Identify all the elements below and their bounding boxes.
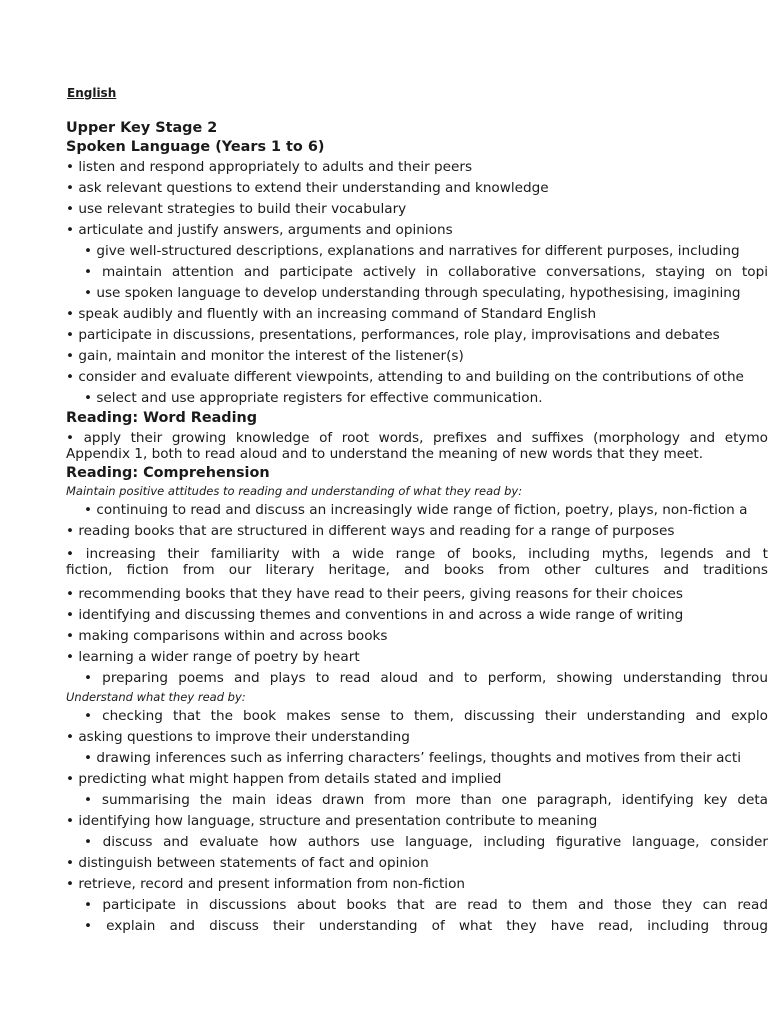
list-item: • maintain attention and participate actively in collaborative conversations, staying on topi <box>84 264 768 280</box>
list-item: • use spoken language to develop understanding through speculating, hypothesising, imagining <box>84 285 741 301</box>
paragraph-line: fiction, fiction from our literary heritage, and books from other cultures and traditions <box>66 562 768 578</box>
list-item: • identifying how language, structure and presentation contribute to meaning <box>66 813 598 829</box>
list-item: • drawing inferences such as inferring characters’ feelings, thoughts and motives from their acti <box>84 750 742 766</box>
document-content <box>66 119 768 937</box>
list-item: • retrieve, record and present information from non-fiction <box>66 876 465 892</box>
list-item: • participate in discussions, presentations, performances, role play, improvisations and debates <box>66 327 720 343</box>
list-item: • gain, maintain and monitor the interest of the listener(s) <box>66 348 464 364</box>
familiarity-paragraph <box>66 546 768 578</box>
list-item: • use relevant strategies to build their vocabulary <box>66 201 407 217</box>
section-note: Understand what they read by: <box>66 690 246 704</box>
list-item: • making comparisons within and across books <box>66 628 388 644</box>
list-item: • identifying and discussing themes and conventions in and across a wide range of writing <box>66 607 684 623</box>
list-item: • explain and discuss their understanding of what they have read, including throug <box>84 918 768 934</box>
list-item: • give well-structured descriptions, explanations and narratives for different purposes, including <box>84 243 740 259</box>
section-title-spoken-language: Spoken Language (Years 1 to 6) <box>66 139 325 155</box>
list-item: • consider and evaluate different viewpoints, attending to and building on the contributions of othe <box>66 369 744 385</box>
list-item: • participate in discussions about books that are read to them and those they can read <box>84 897 768 913</box>
list-item: • continuing to read and discuss an increasingly wide range of fiction, poetry, plays, non-fiction a <box>84 502 748 518</box>
paragraph-line: Appendix 1, both to read aloud and to understand the meaning of new words that they meet. <box>66 446 704 462</box>
list-item: • summarising the main ideas drawn from more than one paragraph, identifying key deta <box>84 792 768 808</box>
section-note: Maintain positive attitudes to reading and understanding of what they read by: <box>66 484 523 498</box>
list-item: • listen and respond appropriately to adults and their peers <box>66 159 473 175</box>
section-title-word-reading: Reading: Word Reading <box>66 410 258 426</box>
list-item: • predicting what might happen from details stated and implied <box>66 771 502 787</box>
list-item: • preparing poems and plays to read aloud and to perform, showing understanding throu <box>84 670 768 686</box>
list-item: • articulate and justify answers, arguments and opinions <box>66 222 453 238</box>
paragraph-line: • apply their growing knowledge of root words, prefixes and suffixes (morphology and etymo <box>66 430 768 446</box>
list-item: • discuss and evaluate how authors use language, including figurative language, consider <box>84 834 768 850</box>
list-item: • speak audibly and fluently with an increasing command of Standard English <box>66 306 597 322</box>
word-reading-paragraph <box>66 430 768 462</box>
list-item: • asking questions to improve their understanding <box>66 729 410 745</box>
list-item: • recommending books that they have read to their peers, giving reasons for their choices <box>66 586 683 602</box>
list-item: • ask relevant questions to extend their understanding and knowledge <box>66 180 549 196</box>
list-item: • learning a wider range of poetry by heart <box>66 649 360 665</box>
list-item: • reading books that are structured in different ways and reading for a range of purposes <box>66 523 675 539</box>
list-item: • distinguish between statements of fact and opinion <box>66 855 429 871</box>
document-subject-label: English <box>67 86 117 100</box>
stage-heading: Upper Key Stage 2 <box>66 120 218 136</box>
list-item: • select and use appropriate registers for effective communication. <box>84 390 543 406</box>
section-title-comprehension: Reading: Comprehension <box>66 465 270 481</box>
paragraph-line: • increasing their familiarity with a wide range of books, including myths, legends and t <box>66 546 768 562</box>
list-item: • checking that the book makes sense to them, discussing their understanding and explo <box>84 708 768 724</box>
